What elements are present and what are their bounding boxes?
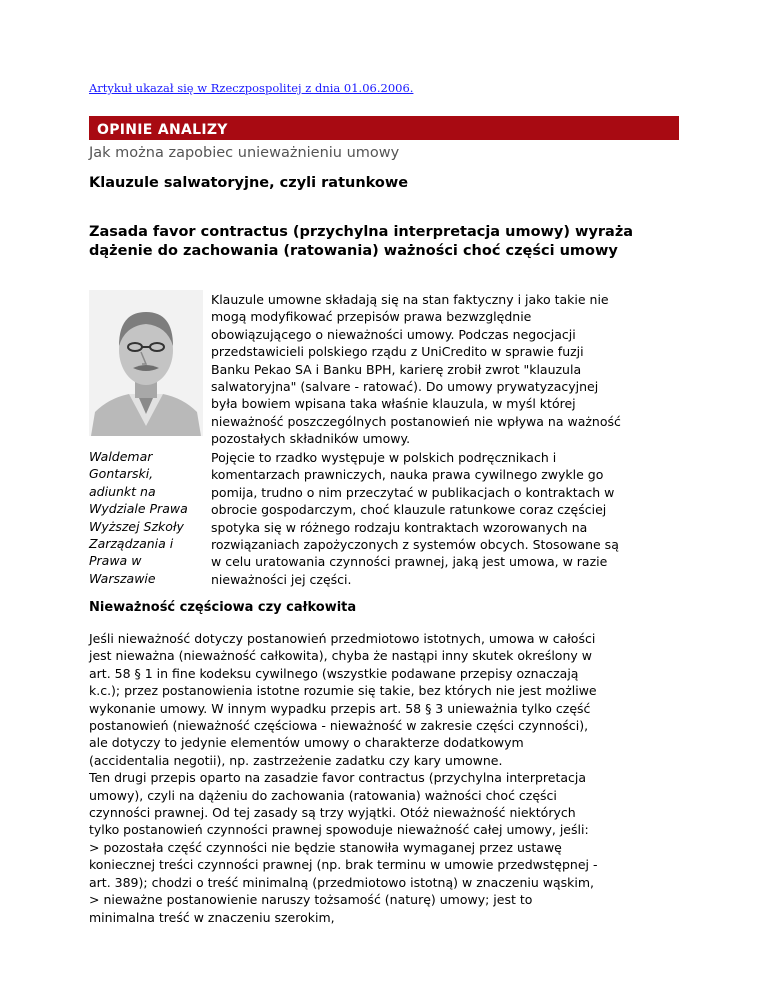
text-line: k.c.); przez postanowienia istotne rozumie się takie, bez których nie jest możliwe [89,683,597,699]
text-line: salwatoryjna" (salvare - ratować). Do umowy prywatyzacyjnej [211,379,599,395]
text-line: czynności prawnej. Od tej zasady są trzy wyjątki. Otóż nieważność niektórych [89,805,576,821]
caption-line: Wydziale Prawa [89,501,188,517]
text-line: wykonanie umowy. W innym wypadku przepis art. 58 § 3 unieważnia tylko część [89,700,591,716]
text-line: koniecznej treści czynności prawnej (np. brak terminu w umowie przedwstępnej - [89,857,598,873]
caption-line: Waldemar [89,449,153,464]
text-line: (accidentalia negotii), np. zastrzeżenie zadatku czy kary umowne. [89,752,503,768]
text-line: tylko postanowień czynności prawnej spowoduje nieważność całej umowy, jeśli: [89,822,589,838]
caption-line: Zarządzania i [89,536,174,552]
text-line: nieważności jej części. [211,571,352,587]
text-line: w celu uratowania czynności prawnej, jaką jest umowa, w razie [211,554,608,570]
lead-line: Zasada favor contractus (przychylna interpretacja umowy) wyraża [89,224,634,240]
text-line: pomija, trudno o nim przeczytać w publikacjach o kontraktach w [211,484,615,500]
intro-paragraph [211,291,621,448]
text-line: Klauzule umowne składają się na stan faktyczny i jako takie nie [211,292,609,307]
text-line: Ten drugi przepis oparto na zasadzie favor contractus (przychylna interpretacja [89,770,587,786]
text-line: nieważność poszczególnych postanowień nie wpływa na ważność [211,413,621,429]
text-line: była bowiem wpisana taka właśnie klauzula, w myśl której [211,396,576,412]
article-lead [89,223,679,261]
source-link[interactable]: Artykuł ukazał się w Rzeczpospolitej z dnia 01.06.2006. [89,81,414,95]
author-caption [89,448,205,587]
text-line: minimalna treść w znaczeniu szerokim, [89,909,335,925]
text-line: > nieważne postanowienie naruszy tożsamość (naturę) umowy; jest to [89,892,533,908]
text-line: Pojęcie to rzadko występuje w polskich podręcznikach i [211,450,557,465]
author-photo [89,290,203,436]
text-line: umowy), czyli na dążeniu do zachowania (ratowania) ważności choć części [89,787,557,803]
caption-line: Gontarski, [89,466,154,482]
text-line: art. 58 § 1 in fine kodeksu cywilnego (wszystkie podawane przepisy oznaczają [89,665,579,681]
text-line: komentarzach prawniczych, nauka prawa cywilnego zwykle go [211,467,604,483]
caption-line: Prawa w [89,553,142,569]
text-line: ale dotyczy to jedynie elementów umowy o charakterze dodatkowym [89,735,524,751]
text-line: mogą modyfikować przepisów prawa bezwzględnie [211,309,532,325]
section-heading: Nieważność częściowa czy całkowita [89,600,357,615]
text-line: > pozostała część czynności nie będzie stanowiła wymaganej przez ustawę [89,839,562,855]
caption-line: adiunkt na [89,483,156,499]
author-portrait-image [89,290,203,436]
text-line: spotyka się w różnego rodzaju kontraktach wzorowanych na [211,519,588,535]
text-line: rozwiązaniach zapożyczonych z systemów obcych. Stosowane są [211,537,619,553]
text-line: obowiązującego o nieważności umowy. Podczas negocjacji [211,326,576,342]
text-line: Jeśli nieważność dotyczy postanowień przedmiotowo istotnych, umowa w całości [89,631,596,646]
article-subtitle: Jak można zapobiec unieważnieniu umowy [89,145,400,161]
caption-line: Warszawie [89,570,156,586]
text-line: art. 389); chodzi o treść minimalną (przedmiotowo istotną) w znaczeniu wąskim, [89,874,595,890]
second-paragraph [211,449,619,588]
section-paragraph [89,630,597,926]
section-banner-label: OPINIE ANALIZY [97,122,228,138]
caption-line: Wyższej Szkoły [89,518,184,534]
text-line: Banku Pekao SA i Banku BPH, karierę zrobił zwrot "klauzula [211,361,582,377]
text-line: pozostałych składników umowy. [211,431,411,447]
text-line: postanowień (nieważność częściowa - nieważność w zakresie części czynności), [89,718,589,734]
article-title: Klauzule salwatoryjne, czyli ratunkowe [89,175,409,191]
text-line: obrocie gospodarczym, choć klauzule ratunkowe coraz częściej [211,502,607,518]
lead-line: dążenie do zachowania (ratowania) ważności choć części umowy [89,243,618,259]
text-line: przedstawicieli polskiego rządu z UniCredito w sprawie fuzji [211,344,584,360]
text-line: jest nieważna (nieważność całkowita), chyba że nastąpi inny skutek określony w [89,648,592,664]
